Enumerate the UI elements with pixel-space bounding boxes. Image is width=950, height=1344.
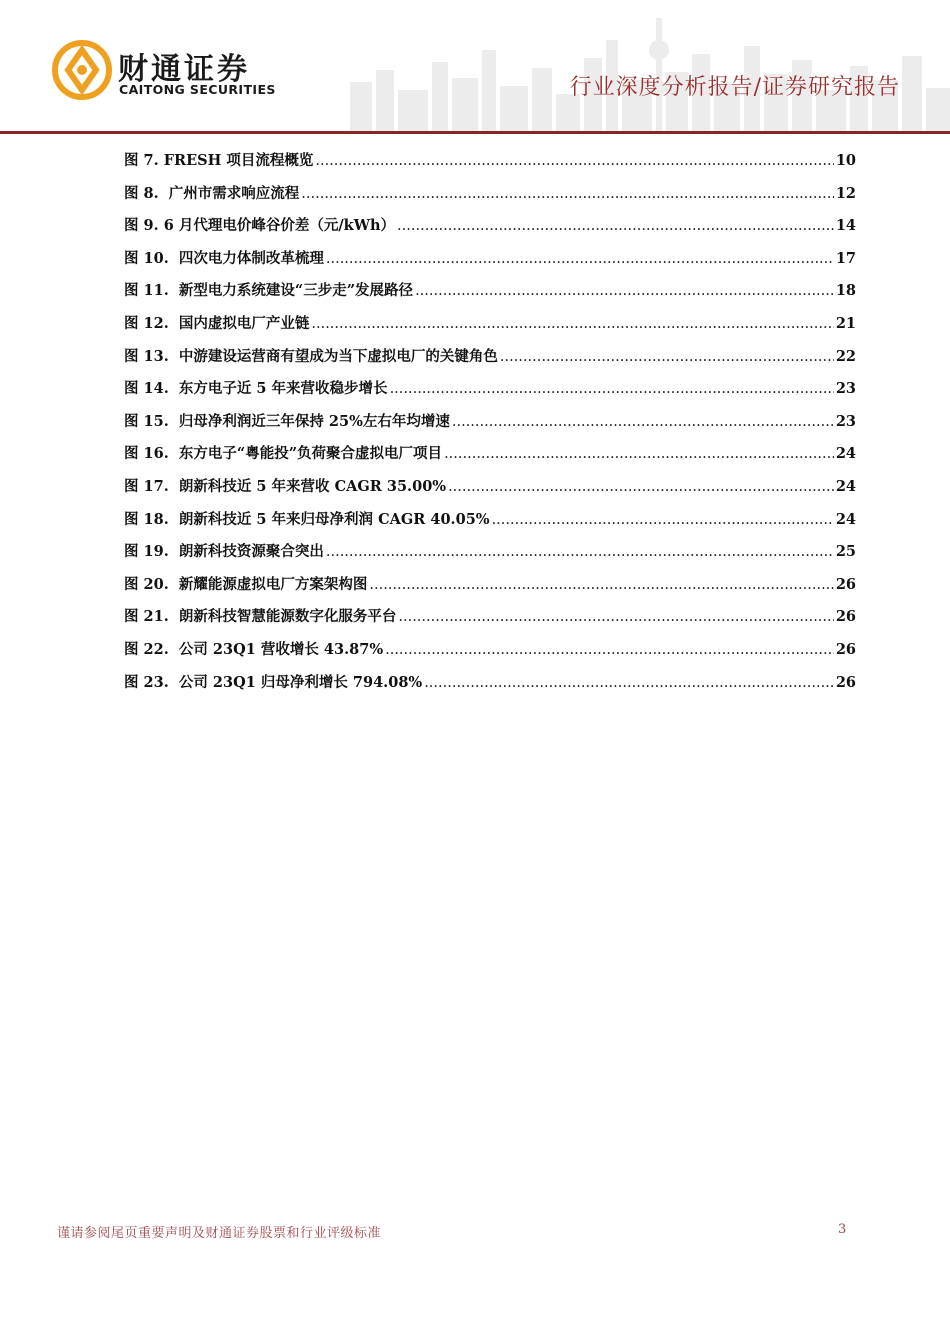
toc-dot-leader bbox=[326, 245, 834, 273]
toc-dot-leader bbox=[311, 310, 833, 338]
toc-entry[interactable] bbox=[124, 603, 856, 636]
toc-entry[interactable] bbox=[124, 571, 856, 604]
toc-entry-page: 12 bbox=[835, 184, 856, 202]
toc-dot-leader bbox=[398, 603, 833, 631]
toc-entry-page: 26 bbox=[835, 575, 856, 593]
toc-entry-page: 24 bbox=[835, 477, 856, 495]
toc-entry-page: 18 bbox=[835, 282, 856, 300]
toc-entry-label: 图 18. 朗新科技近 5 年来归母净利润 CAGR 40.05% bbox=[124, 510, 490, 528]
toc-entry-label: 图 10. 四次电力体制改革梳理 bbox=[124, 249, 324, 267]
toc-entry[interactable] bbox=[124, 473, 856, 506]
toc-entry-page: 21 bbox=[835, 314, 856, 332]
figure-list bbox=[124, 147, 856, 701]
toc-entry-label: 图 11. 新型电力系统建设“三步走”发展路径 bbox=[124, 282, 414, 300]
toc-entry-page: 17 bbox=[835, 249, 856, 267]
toc-dot-leader bbox=[448, 473, 834, 501]
toc-dot-leader bbox=[326, 538, 834, 566]
toc-entry-page: 26 bbox=[835, 640, 856, 658]
toc-entry-label: 图 23. 公司 23Q1 归母净利增长 794.08% bbox=[124, 673, 423, 691]
toc-dot-leader bbox=[444, 440, 834, 468]
header-divider bbox=[0, 131, 950, 134]
toc-entry-label: 图 8. 广州市需求响应流程 bbox=[124, 184, 300, 202]
toc-entry-label: 图 16. 东方电子“粤能投”负荷聚合虚拟电厂项目 bbox=[124, 445, 443, 463]
toc-entry-page: 24 bbox=[835, 445, 856, 463]
toc-entry[interactable] bbox=[124, 408, 856, 441]
toc-dot-leader bbox=[500, 343, 834, 371]
toc-entry-label: 图 20. 新耀能源虚拟电厂方案架构图 bbox=[124, 575, 368, 593]
caitong-logo-icon bbox=[52, 40, 112, 100]
toc-entry-page: 22 bbox=[835, 347, 856, 365]
toc-entry-page: 14 bbox=[835, 217, 856, 235]
toc-dot-leader bbox=[315, 147, 833, 175]
brand-name-cn: 财通证券 bbox=[118, 52, 250, 87]
toc-entry-label: 图 19. 朗新科技资源聚合突出 bbox=[124, 543, 324, 561]
toc-entry-page: 26 bbox=[835, 608, 856, 626]
toc-entry-page: 24 bbox=[835, 510, 856, 528]
toc-dot-leader bbox=[390, 375, 834, 403]
toc-entry[interactable] bbox=[124, 669, 856, 702]
toc-dot-leader bbox=[415, 277, 834, 305]
toc-dot-leader bbox=[452, 408, 834, 436]
toc-entry[interactable] bbox=[124, 277, 856, 310]
toc-entry-page: 26 bbox=[835, 673, 856, 691]
toc-entry[interactable] bbox=[124, 180, 856, 213]
toc-dot-leader bbox=[492, 506, 834, 534]
toc-dot-leader bbox=[397, 212, 834, 240]
toc-entry-label: 图 14. 东方电子近 5 年来营收稳步增长 bbox=[124, 380, 388, 398]
toc-entry-label: 图 21. 朗新科技智慧能源数字化服务平台 bbox=[124, 608, 397, 626]
toc-entry-label: 图 22. 公司 23Q1 营收增长 43.87% bbox=[124, 640, 384, 658]
report-type-title: 行业深度分析报告/证券研究报告 bbox=[569, 75, 900, 100]
toc-dot-leader bbox=[369, 571, 833, 599]
footer-disclaimer: 谨请参阅尾页重要声明及财通证券股票和行业评级标准 bbox=[57, 1226, 382, 1241]
page-number: 3 bbox=[838, 1222, 847, 1237]
toc-entry-page: 23 bbox=[835, 380, 856, 398]
toc-entry[interactable] bbox=[124, 440, 856, 473]
toc-dot-leader bbox=[385, 636, 834, 664]
page-header bbox=[0, 0, 950, 140]
toc-entry[interactable] bbox=[124, 636, 856, 669]
toc-entry-label: 图 7. FRESH 项目流程概览 bbox=[124, 152, 314, 169]
toc-entry-page: 23 bbox=[835, 412, 856, 430]
toc-entry[interactable] bbox=[124, 212, 856, 245]
toc-dot-leader bbox=[424, 669, 834, 697]
toc-entry[interactable] bbox=[124, 343, 856, 376]
toc-entry[interactable] bbox=[124, 375, 856, 408]
toc-entry[interactable] bbox=[124, 147, 856, 180]
toc-entry-label: 图 9. 6 月代理电价峰谷价差（元/kWh） bbox=[124, 217, 396, 235]
toc-entry-label: 图 12. 国内虚拟电厂产业链 bbox=[124, 314, 310, 332]
toc-entry-label: 图 13. 中游建设运营商有望成为当下虚拟电厂的关键角色 bbox=[124, 347, 498, 365]
brand-name-en: CAITONG SECURITIES bbox=[119, 82, 276, 97]
toc-dot-leader bbox=[301, 180, 834, 208]
toc-entry-page: 10 bbox=[835, 152, 856, 169]
toc-entry[interactable] bbox=[124, 506, 856, 539]
toc-entry[interactable] bbox=[124, 310, 856, 343]
toc-entry[interactable] bbox=[124, 538, 856, 571]
toc-entry-page: 25 bbox=[835, 543, 856, 561]
toc-entry[interactable] bbox=[124, 245, 856, 278]
toc-entry-label: 图 15. 归母净利润近三年保持 25%左右年均增速 bbox=[124, 412, 450, 430]
toc-entry-label: 图 17. 朗新科技近 5 年来营收 CAGR 35.00% bbox=[124, 477, 447, 495]
